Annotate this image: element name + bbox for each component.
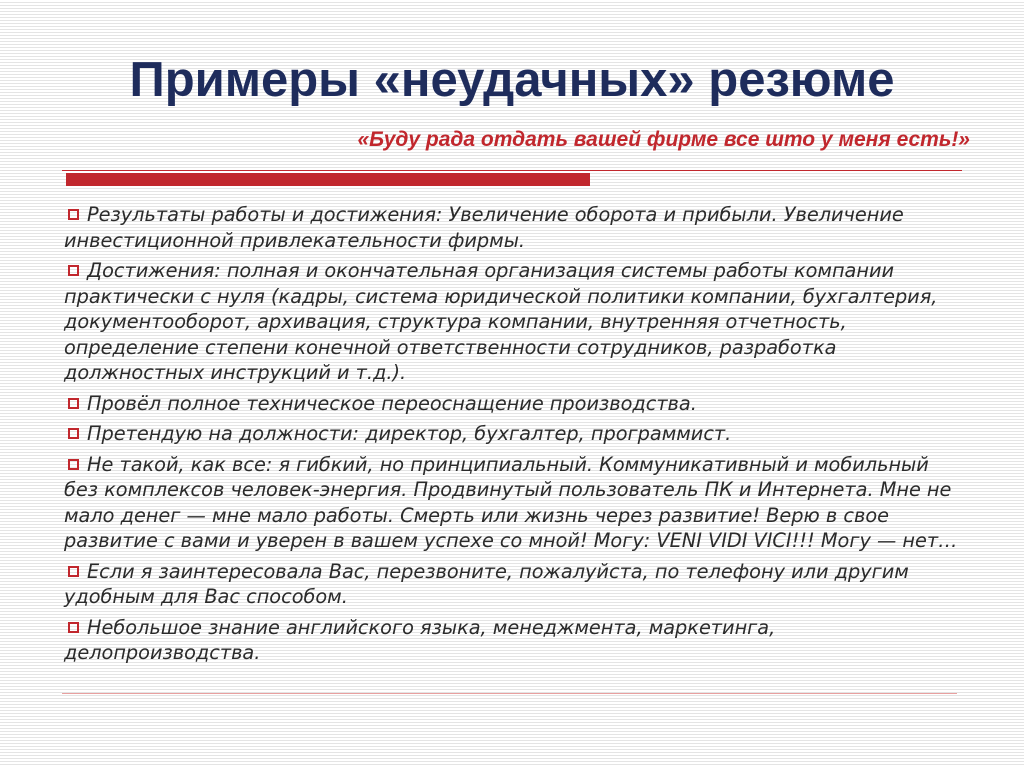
list-item [64, 615, 964, 666]
square-bullet-icon [68, 428, 79, 439]
square-bullet-icon [68, 398, 79, 409]
divider-red-bar [66, 173, 590, 186]
bullet-text: Результаты работы и достижения: Увеличение оборота и прибыли. Увеличение инвестиционной привлекательности фирмы. [64, 203, 904, 252]
list-item [64, 559, 964, 610]
bullet-text: Не такой, как все: я гибкий, но принципиальный. Коммуникативный и мобильный без комплексов человек-энергия. Продвинутый пользователь ПК и Интернета. Мне не мало денег — мне мало работы. Смерть или жизнь через развитие! Верю в свое развитие с вами и уверен в вашем успехе со мной! Могу: VENI VIDI VICI!!! Могу — нет… [64, 452, 958, 552]
square-bullet-icon [68, 566, 79, 577]
list-item [64, 391, 964, 417]
list-item [64, 258, 964, 386]
list-item [64, 452, 964, 554]
bullet-text: Небольшое знание английского языка, менеджмента, маркетинга, делопроизводства. [64, 615, 776, 664]
square-bullet-icon [68, 265, 79, 276]
divider-thin-line [62, 170, 962, 171]
square-bullet-icon [68, 209, 79, 220]
slide-subtitle: «Буду рада отдать вашей фирме все што у меня есть!» [357, 128, 970, 151]
list-item [64, 202, 964, 253]
square-bullet-icon [68, 622, 79, 633]
bullet-text: Если я заинтересовала Вас, перезвоните, пожалуйста, по телефону или другим удобным для Вас способом. [64, 559, 909, 608]
list-item [64, 421, 964, 447]
bullet-text: Достижения: полная и окончательная организация системы работы компании практически с нуля (кадры, система юридической политики компании, бухгалтерия, документооборот, архивация, структура компании, внутренняя отчетность, определение степени конечной ответственности сотрудников, разработка должностных инструкций и т.д.). [64, 259, 938, 384]
slide-title: Примеры «неудачных» резюме [129, 53, 895, 107]
bullet-list [64, 202, 964, 671]
bullet-text: Провёл полное техническое переоснащение производства. [87, 391, 697, 415]
square-bullet-icon [68, 459, 79, 470]
bullet-text: Претендую на должности: директор, бухгалтер, программист. [87, 422, 732, 445]
bottom-divider-line [62, 693, 957, 694]
